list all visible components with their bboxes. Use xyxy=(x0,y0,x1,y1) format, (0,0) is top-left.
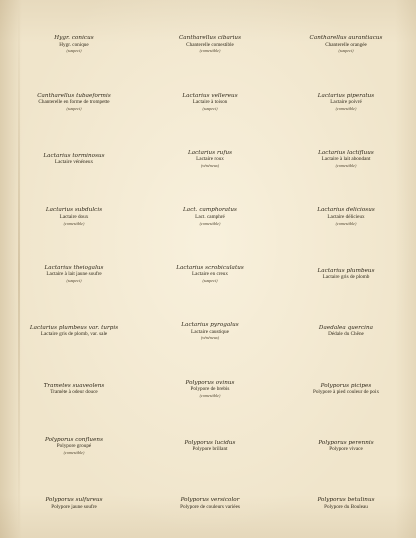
latin-name: Cantharellus tubaeformis xyxy=(37,92,111,99)
latin-name: Hygr. conicus xyxy=(54,35,94,42)
specimen-caption xyxy=(278,188,414,245)
edibility-note: (comestible) xyxy=(63,450,85,456)
latin-name: Polyporus sulfureus xyxy=(45,497,103,504)
latin-name: Cantharellus aurantiacus xyxy=(309,35,383,42)
edibility-note: (comestible) xyxy=(199,48,221,54)
latin-name: Polyporus picipes xyxy=(320,382,372,389)
french-name: Lact. camphré xyxy=(195,213,225,220)
edibility-note: (comestible) xyxy=(335,163,357,169)
latin-name: Lactarius theiogalus xyxy=(44,264,104,271)
french-name: Chanterelle orangée xyxy=(325,41,367,48)
french-name: Lactaire caustique xyxy=(191,328,229,335)
specimen-caption xyxy=(278,73,414,130)
specimen-caption xyxy=(278,131,414,188)
french-name: Lactaire à toison xyxy=(192,98,228,105)
latin-name: Lactarius subdulcis xyxy=(45,207,103,214)
french-name: Hygr. conique xyxy=(59,41,89,48)
french-name: Lactaire poivré xyxy=(330,98,362,105)
french-name: Polypore brillant xyxy=(192,446,228,453)
french-name: Polypore de brebis xyxy=(190,385,230,392)
latin-name: Polyporus perennis xyxy=(318,439,374,446)
edibility-note: (comestible) xyxy=(199,220,221,226)
latin-name: Polyporus ovinus xyxy=(185,379,235,386)
french-name: Lactaire vénéneux xyxy=(54,159,94,166)
specimen-caption xyxy=(6,188,142,245)
latin-name: Polyporus versicolor xyxy=(180,497,240,504)
latin-name: Lactarius pyrogalus xyxy=(181,322,239,329)
edibility-note: (comestible) xyxy=(199,392,221,398)
specimen-caption xyxy=(142,246,278,303)
latin-name: Lactarius piperatus xyxy=(317,92,375,99)
edibility-note: (comestible) xyxy=(63,220,85,226)
specimen-caption xyxy=(278,475,414,532)
french-name: Lactaire délicieux xyxy=(327,213,365,220)
french-name: Chanterelle comestible xyxy=(186,41,234,48)
specimen-caption xyxy=(142,73,278,130)
edibility-note: (suspect) xyxy=(66,105,82,111)
edibility-note: (suspect) xyxy=(66,277,82,283)
latin-name: Daedalea quercina xyxy=(318,325,374,332)
specimen-caption xyxy=(6,303,142,360)
specimen-caption xyxy=(142,475,278,532)
edibility-note: (suspect) xyxy=(338,48,354,54)
edibility-note: (comestible) xyxy=(335,105,357,111)
french-name: Lactaire gris de plomb, var. sale xyxy=(40,331,108,338)
specimen-caption xyxy=(142,303,278,360)
french-name: Lactaire à lait abondant xyxy=(321,156,371,163)
latin-name: Lactarius deliciosus xyxy=(317,207,375,214)
french-name: Lactaire roux xyxy=(196,156,224,163)
french-name: Polypore groupé xyxy=(56,443,92,450)
latin-name: Polyporus betulinus xyxy=(317,497,375,504)
specimen-caption xyxy=(278,16,414,73)
french-name: Chanterelle en forme de trompette xyxy=(38,98,110,105)
specimen-caption xyxy=(6,475,142,532)
latin-name: Trametes suaveolens xyxy=(43,382,105,389)
french-name: Polypore jaune soufre xyxy=(51,503,97,510)
specimen-caption xyxy=(142,188,278,245)
latin-name: Lactarius plumbeus xyxy=(317,267,375,274)
specimen-caption xyxy=(6,131,142,188)
edibility-note: (suspect) xyxy=(66,48,82,54)
specimen-caption xyxy=(278,303,414,360)
french-name: Polypore vivace xyxy=(329,446,363,453)
french-name: Polypore à pied couleur de poix xyxy=(312,388,380,395)
latin-name: Lactarius torminosus xyxy=(43,152,105,159)
edibility-note: (suspect) xyxy=(202,105,218,111)
specimen-caption xyxy=(142,418,278,475)
specimen-label-grid xyxy=(6,16,412,532)
french-name: Dédale du Chêne xyxy=(328,331,364,338)
specimen-caption xyxy=(142,131,278,188)
edibility-note: (suspect) xyxy=(202,277,218,283)
specimen-caption xyxy=(6,73,142,130)
french-name: Polypore du Bouleau xyxy=(324,503,368,510)
specimen-caption xyxy=(278,360,414,417)
latin-name: Polyporus lucidus xyxy=(184,439,236,446)
specimen-caption xyxy=(278,418,414,475)
latin-name: Lactarius plumbeus var. turpis xyxy=(29,325,119,332)
latin-name: Lactarius lactifluus xyxy=(318,150,374,157)
specimen-caption xyxy=(6,418,142,475)
edibility-note: (vénéneux) xyxy=(200,335,220,341)
specimen-caption xyxy=(142,16,278,73)
specimen-caption xyxy=(6,246,142,303)
latin-name: Lactarius vellereus xyxy=(182,92,238,99)
latin-name: Lactarius scrobiculatus xyxy=(176,264,244,271)
french-name: Lactaire doux xyxy=(59,213,89,220)
french-name: Lactaire en creux xyxy=(192,271,228,278)
latin-name: Cantharellus cibarius xyxy=(178,35,242,42)
specimen-caption xyxy=(6,360,142,417)
french-name: Lactaire gris de plomb xyxy=(322,273,370,280)
edibility-note: (comestible) xyxy=(335,220,357,226)
french-name: Tramète à odeur douce xyxy=(50,388,98,395)
latin-name: Lactarius rufus xyxy=(187,150,233,157)
french-name: Lactaire à lait jaune soufre xyxy=(46,271,102,278)
latin-name: Lact. camphoratus xyxy=(183,207,237,214)
edibility-note: (vénéneux) xyxy=(200,163,220,169)
specimen-caption xyxy=(278,246,414,303)
specimen-caption xyxy=(6,16,142,73)
latin-name: Polyporus confluens xyxy=(44,437,104,444)
specimen-caption xyxy=(142,360,278,417)
french-name: Polypore de couleurs variées xyxy=(180,503,240,510)
